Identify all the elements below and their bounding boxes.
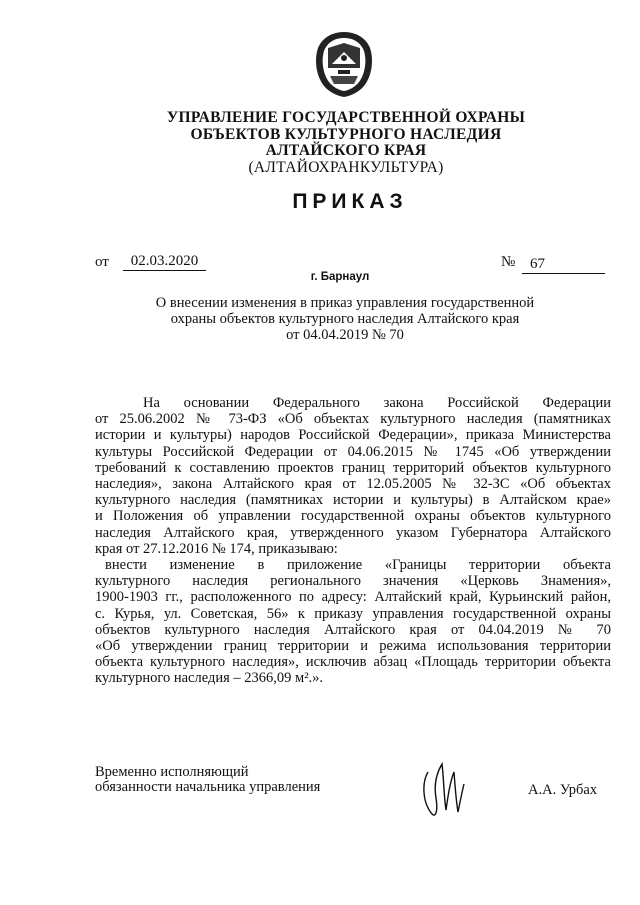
organization-header — [90, 110, 602, 176]
body-line: края от 27.12.2016 № 174, приказываю: — [95, 540, 338, 557]
document-type-title: ПРИКАЗ — [292, 190, 408, 213]
body-line: с. Курья, ул. Советская, 56» к приказу управления государственной охраны — [95, 605, 611, 622]
order-date: 02.03.2020 — [123, 253, 206, 271]
city: г. Барнаул — [310, 271, 370, 283]
body-line: наследия», закона Алтайского края от 12.05.2005 № 32-ЗС «Об объектах — [95, 476, 611, 493]
body-line: внести изменение в приложение «Границы территории объекта — [105, 557, 611, 574]
body-line: культурного наследия (памятниках истории и культуры) в Алтайском крае» — [95, 492, 611, 509]
subject-line-3: от 04.04.2019 № 70 — [286, 327, 404, 343]
order-subject — [130, 295, 560, 343]
order-number: 67 — [522, 256, 605, 274]
body-line: 1900-1903 гг., расположенного по адресу: Алтайский край, Курьинский район, — [95, 589, 611, 606]
body-line: «Об утверждении границ территории и режима использования территории — [95, 638, 611, 655]
org-line-1: УПРАВЛЕНИЕ ГОСУДАРСТВЕННОЙ ОХРАНЫ — [166, 109, 526, 126]
number-label: № — [501, 254, 516, 270]
subject-line-2: охраны объектов культурного наследия Алтайского края — [170, 311, 520, 327]
body-line: требований к составлению проектов границ территорий объектов культурного — [95, 459, 611, 476]
body-line: от 25.06.2002 № 73-ФЗ «Об объектах культурного наследия (памятниках — [95, 411, 611, 428]
org-line-2: ОБЪЕКТОВ КУЛЬТУРНОГО НАСЛЕДИЯ — [190, 125, 502, 143]
subject-line-1: О внесении изменения в приказ управления государственной — [155, 295, 535, 311]
order-body — [95, 395, 611, 687]
date-label: от — [95, 254, 109, 270]
body-line: культурного наследия – 2366,09 м².». — [95, 670, 324, 687]
body-line: и Положения об управлении государственной охраны объектов культурного — [95, 508, 611, 525]
signatory-position — [95, 765, 320, 795]
org-line-3: АЛТАЙСКОГО КРАЯ — [265, 142, 427, 159]
handwritten-signature — [418, 752, 468, 824]
body-line: объектов культурного наследия Алтайского края от 04.04.2019 № 70 — [95, 621, 611, 638]
body-line: На основании Федерального закона Российской Федерации — [143, 395, 611, 411]
body-line: объекта культурного наследия», исключив абзац «Площадь территории объекта — [95, 654, 611, 671]
position-line-2: обязанности начальника управления — [95, 779, 321, 795]
org-line-4: (АЛТАЙОХРАНКУЛЬТУРА) — [248, 158, 444, 176]
body-line: истории и культуры) народов Российской Федерации», приказа Министерства — [95, 427, 611, 444]
altai-coat-of-arms-icon — [308, 28, 380, 100]
position-line-1: Временно исполняющий — [95, 764, 249, 780]
body-line: культурного наследия регионального значения «Церковь Знамения», — [95, 573, 611, 590]
signatory-name: А.А. Урбах — [528, 782, 598, 798]
body-line: культуры Российской Федерации от 04.06.2015 № 1745 «Об утверждении — [95, 443, 611, 460]
body-line: наследия Алтайского края, утвержденного указом Губернатора Алтайского — [95, 524, 611, 541]
